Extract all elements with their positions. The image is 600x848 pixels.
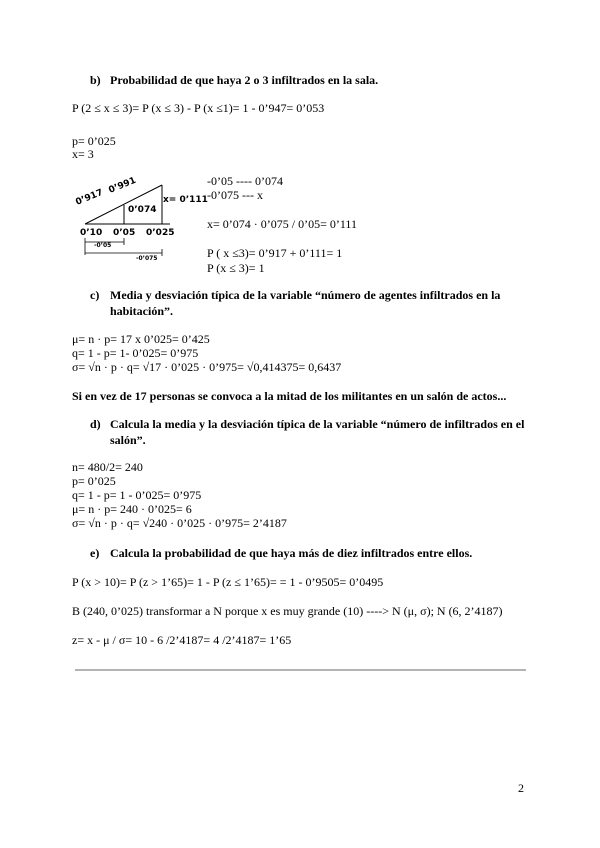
section-d-q: q= 1 - p= 1 - 0’025= 0’975 [72,488,202,502]
section-d-title: Calcula la media y la desviación típica de la variable “número de infiltrados en el salón”. [110,417,525,447]
section-e-label: e) [90,546,100,560]
section-d-heading [90,416,560,448]
section-c-heading [90,287,560,319]
result-line-1: P ( x ≤3)= 0’917 + 0’111= 1 [207,246,343,260]
diagram-label-0991: 0’991 [107,175,138,196]
diagram-label-x: x= 0’111 [163,195,208,205]
section-c-q: q= 1 - p= 1- 0’025= 0’975 [72,346,199,360]
interpolation-diagram [74,175,208,266]
section-e-title: Calcula la probabilidad de que haya más de diez infiltrados entre ellos. [110,546,473,560]
section-b-label: b) [90,73,101,87]
section-c-mu: μ= n · p= 17 x 0’025= 0’425 [72,332,210,346]
section-d-p: p= 0’025 [72,474,116,488]
diagram-label-010: 0’10 [80,228,103,238]
section-b-x: x= 3 [72,147,94,161]
diagram-label-0025: 0’025 [146,228,175,238]
section-d-mu: μ= n · p= 240 · 0’025= 6 [72,502,192,516]
section-b-title: Probabilidad de que haya 2 o 3 infiltrados en la sala. [110,73,379,87]
section-d-n: n= 480/2= 240 [72,460,143,474]
section-d-sigma: σ= √n · p · q= √240 · 0’025 · 0’975= 2’4187 [72,516,287,530]
interp-line-2: -0’075 --- x [207,188,263,202]
interp-line-3: x= 0’074 · 0’075 / 0’05= 0’111 [207,217,357,231]
section-c-title: Media y desviación típica de la variable “número de agentes infiltrados en la habitación”. [110,288,501,318]
section-e-line-1: P (x > 10)= P (z > 1’65)= 1 - P (z ≤ 1’65)= = 1 - 0’9505= 0’0495 [72,575,384,589]
section-b-equation: P (2 ≤ x ≤ 3)= P (x ≤ 3) - P (x ≤1)= 1 - 0’947= 0’053 [72,101,325,115]
diagram-dim-label-2: -0’075 [136,255,158,262]
intro-d-text: Si en vez de 17 personas se convoca a la mitad de los militantes en un salón de actos... [72,389,507,403]
diagram-dim-label-1: -0’05 [94,242,112,249]
diagram-label-0917: 0’917 [74,187,105,208]
section-c-label: c) [90,288,100,302]
section-e-heading [90,545,560,561]
horizontal-rule [75,669,526,671]
section-d-label: d) [90,417,101,431]
page-number: 2 [518,781,524,795]
section-b-p: p= 0’025 [72,134,116,148]
diagram-label-005: 0’05 [113,228,136,238]
section-b-heading [90,72,560,88]
section-c-sigma: σ= √n · p · q= √17 · 0’025 · 0’975= √0,414375= 0,6437 [72,360,342,374]
diagram-label-0074: 0’074 [128,205,157,215]
section-e-line-2: B (240, 0’025) transformar a N porque x es muy grande (10) ----> N (μ, σ); N (6, 2’4187) [72,604,503,618]
interp-line-1: -0’05 ---- 0’074 [207,174,283,188]
result-line-2: P (x ≤ 3)= 1 [207,261,265,275]
section-e-line-3: z= x - μ / σ= 10 - 6 /2’4187= 4 /2’4187= 1’65 [72,633,292,647]
